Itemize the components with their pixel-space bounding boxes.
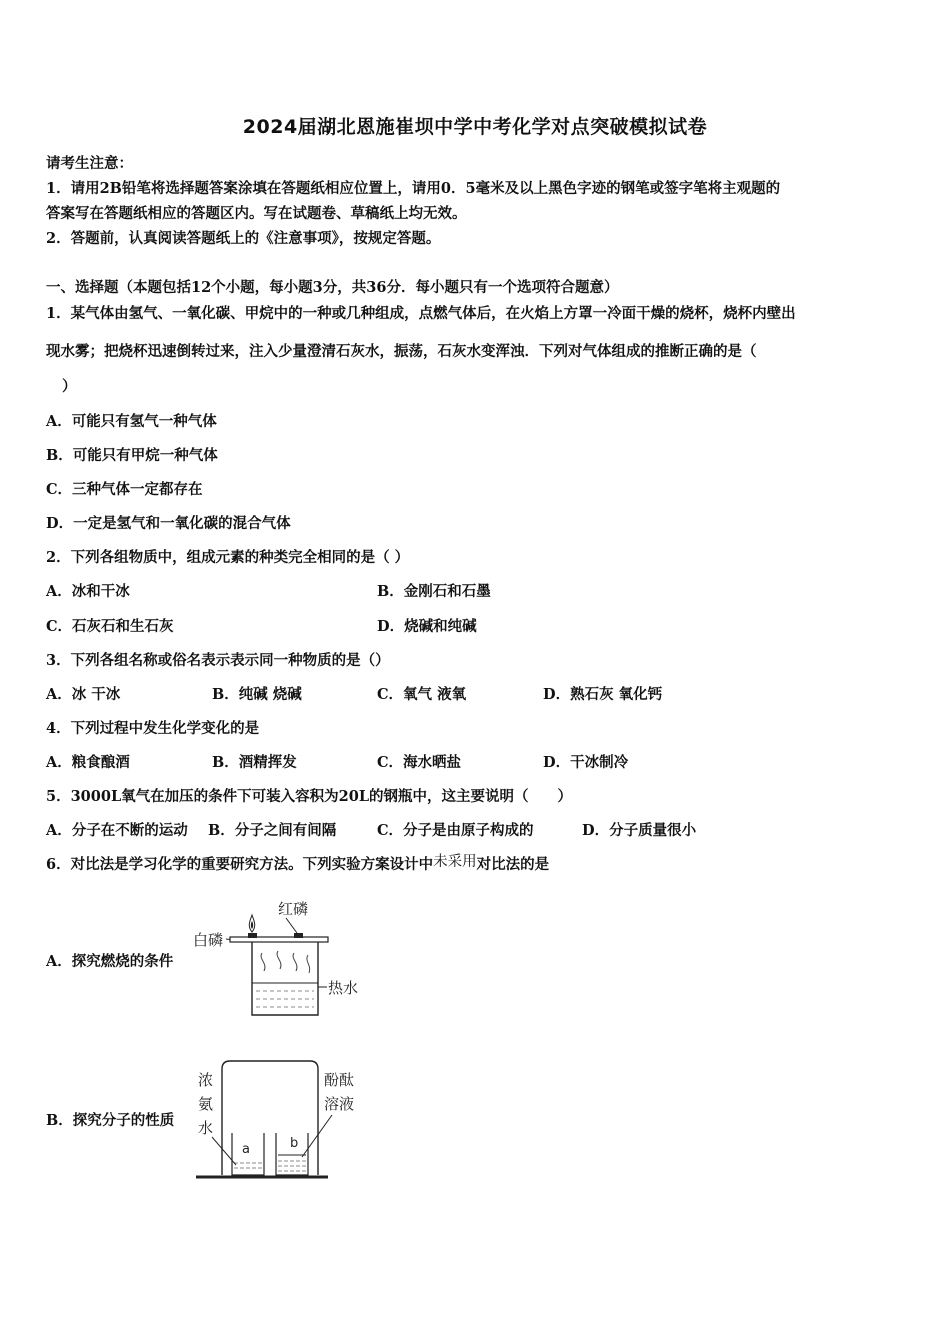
q1-option-a[interactable]: A．可能只有氢气一种气体 bbox=[46, 413, 217, 430]
q6-stem-emphasis: 未采用 bbox=[433, 854, 477, 870]
red-phosphorus-label: 红磷 bbox=[278, 900, 309, 918]
q5-stem: 5．3000L氧气在加压的条件下可装入容积为20L的钢瓶中，这主要说明（ ） bbox=[46, 788, 573, 805]
q3-option-a[interactable]: A．冰 干冰 bbox=[46, 686, 121, 703]
q5-option-d[interactable]: D．分子质量很小 bbox=[582, 822, 697, 839]
beaker-a-label: a bbox=[242, 1142, 250, 1157]
q4-stem: 4．下列过程中发生化学变化的是 bbox=[46, 720, 260, 737]
q1-stem-line-2: 现水雾；把烧杯迅速倒转过来，注入少量澄清石灰水，振荡，石灰水变浑浊．下列对气体组成的推断正确的是（ bbox=[46, 343, 757, 360]
q4-option-c[interactable]: C．海水晒盐 bbox=[377, 754, 462, 771]
molecule-property-figure bbox=[192, 1055, 372, 1185]
q1-stem-line-3: ） bbox=[62, 378, 77, 395]
q3-option-b[interactable]: B．纯碱 烧碱 bbox=[212, 686, 302, 703]
q5-option-b[interactable]: B．分子之间有间隔 bbox=[208, 822, 337, 839]
notice-item-1-line-1: 1．请用2B铅笔将选择题答案涂填在答题纸相应位置上，请用0．5毫米及以上黑色字迹的钢笔或签字笔将主观题的 bbox=[46, 180, 781, 197]
q6-option-b[interactable]: B．探究分子的性质 bbox=[46, 1112, 175, 1129]
q1-option-c[interactable]: C．三种气体一定都存在 bbox=[46, 481, 203, 498]
q5-option-c[interactable]: C．分子是由原子构成的 bbox=[377, 822, 534, 839]
hot-water-label: 热水 bbox=[328, 979, 359, 997]
notice-item-1-line-2: 答案写在答题纸相应的答题区内。写在试题卷、草稿纸上均无效。 bbox=[46, 205, 467, 222]
phenolphthalein-label-2: 溶液 bbox=[324, 1095, 355, 1113]
q6-stem bbox=[46, 853, 549, 874]
q4-option-a[interactable]: A．粮食酿酒 bbox=[46, 754, 130, 771]
q1-option-d[interactable]: D．一定是氢气和一氧化碳的混合气体 bbox=[46, 515, 291, 532]
ammonia-label-1: 浓 bbox=[198, 1071, 214, 1089]
q6-stem-part-1: 6．对比法是学习化学的重要研究方法。下列实验方案设计中 bbox=[46, 856, 434, 873]
q4-option-b[interactable]: B．酒精挥发 bbox=[212, 754, 297, 771]
q1-option-b[interactable]: B．可能只有甲烷一种气体 bbox=[46, 447, 218, 464]
section-heading: 一、选择题（本题包括12个小题，每小题3分，共36分．每小题只有一个选项符合题意） bbox=[46, 279, 619, 296]
ammonia-label-3: 水 bbox=[198, 1119, 214, 1137]
q2-option-c[interactable]: C．石灰石和生石灰 bbox=[46, 618, 174, 635]
q6-stem-part-2: 对比法的是 bbox=[476, 856, 550, 873]
q2-stem: 2．下列各组物质中，组成元素的种类完全相同的是（ ） bbox=[46, 549, 410, 566]
notice-heading: 请考生注意： bbox=[46, 155, 133, 172]
q2-option-d[interactable]: D．烧碱和纯碱 bbox=[377, 618, 477, 635]
q2-option-a[interactable]: A．冰和干冰 bbox=[46, 583, 130, 600]
q6-option-a[interactable]: A．探究燃烧的条件 bbox=[46, 953, 174, 970]
white-phosphorus-label: 白磷 bbox=[193, 931, 224, 949]
page-title: 2024届湖北恩施崔坝中学中考化学对点突破模拟试卷 bbox=[242, 116, 708, 138]
q3-option-c[interactable]: C．氧气 液氧 bbox=[377, 686, 467, 703]
q3-option-d[interactable]: D．熟石灰 氧化钙 bbox=[543, 686, 663, 703]
combustion-experiment-figure bbox=[190, 893, 370, 1023]
q2-option-b[interactable]: B．金刚石和石墨 bbox=[377, 583, 491, 600]
ammonia-label-2: 氨 bbox=[198, 1095, 214, 1113]
notice-item-2: 2．答题前，认真阅读答题纸上的《注意事项》，按规定答题。 bbox=[46, 230, 441, 247]
q3-stem: 3．下列各组名称或俗名表示表示同一种物质的是（） bbox=[46, 652, 390, 669]
q1-stem-line-1: 1．某气体由氢气、一氧化碳、甲烷中的一种或几种组成，点燃气体后，在火焰上方罩一冷面干燥的烧杯，烧杯内壁出 bbox=[46, 305, 796, 322]
beaker-b-label: b bbox=[290, 1136, 299, 1151]
q4-option-d[interactable]: D．干冰制冷 bbox=[543, 754, 629, 771]
q5-option-a[interactable]: A．分子在不断的运动 bbox=[46, 822, 188, 839]
phenolphthalein-label-1: 酚酞 bbox=[324, 1071, 355, 1089]
